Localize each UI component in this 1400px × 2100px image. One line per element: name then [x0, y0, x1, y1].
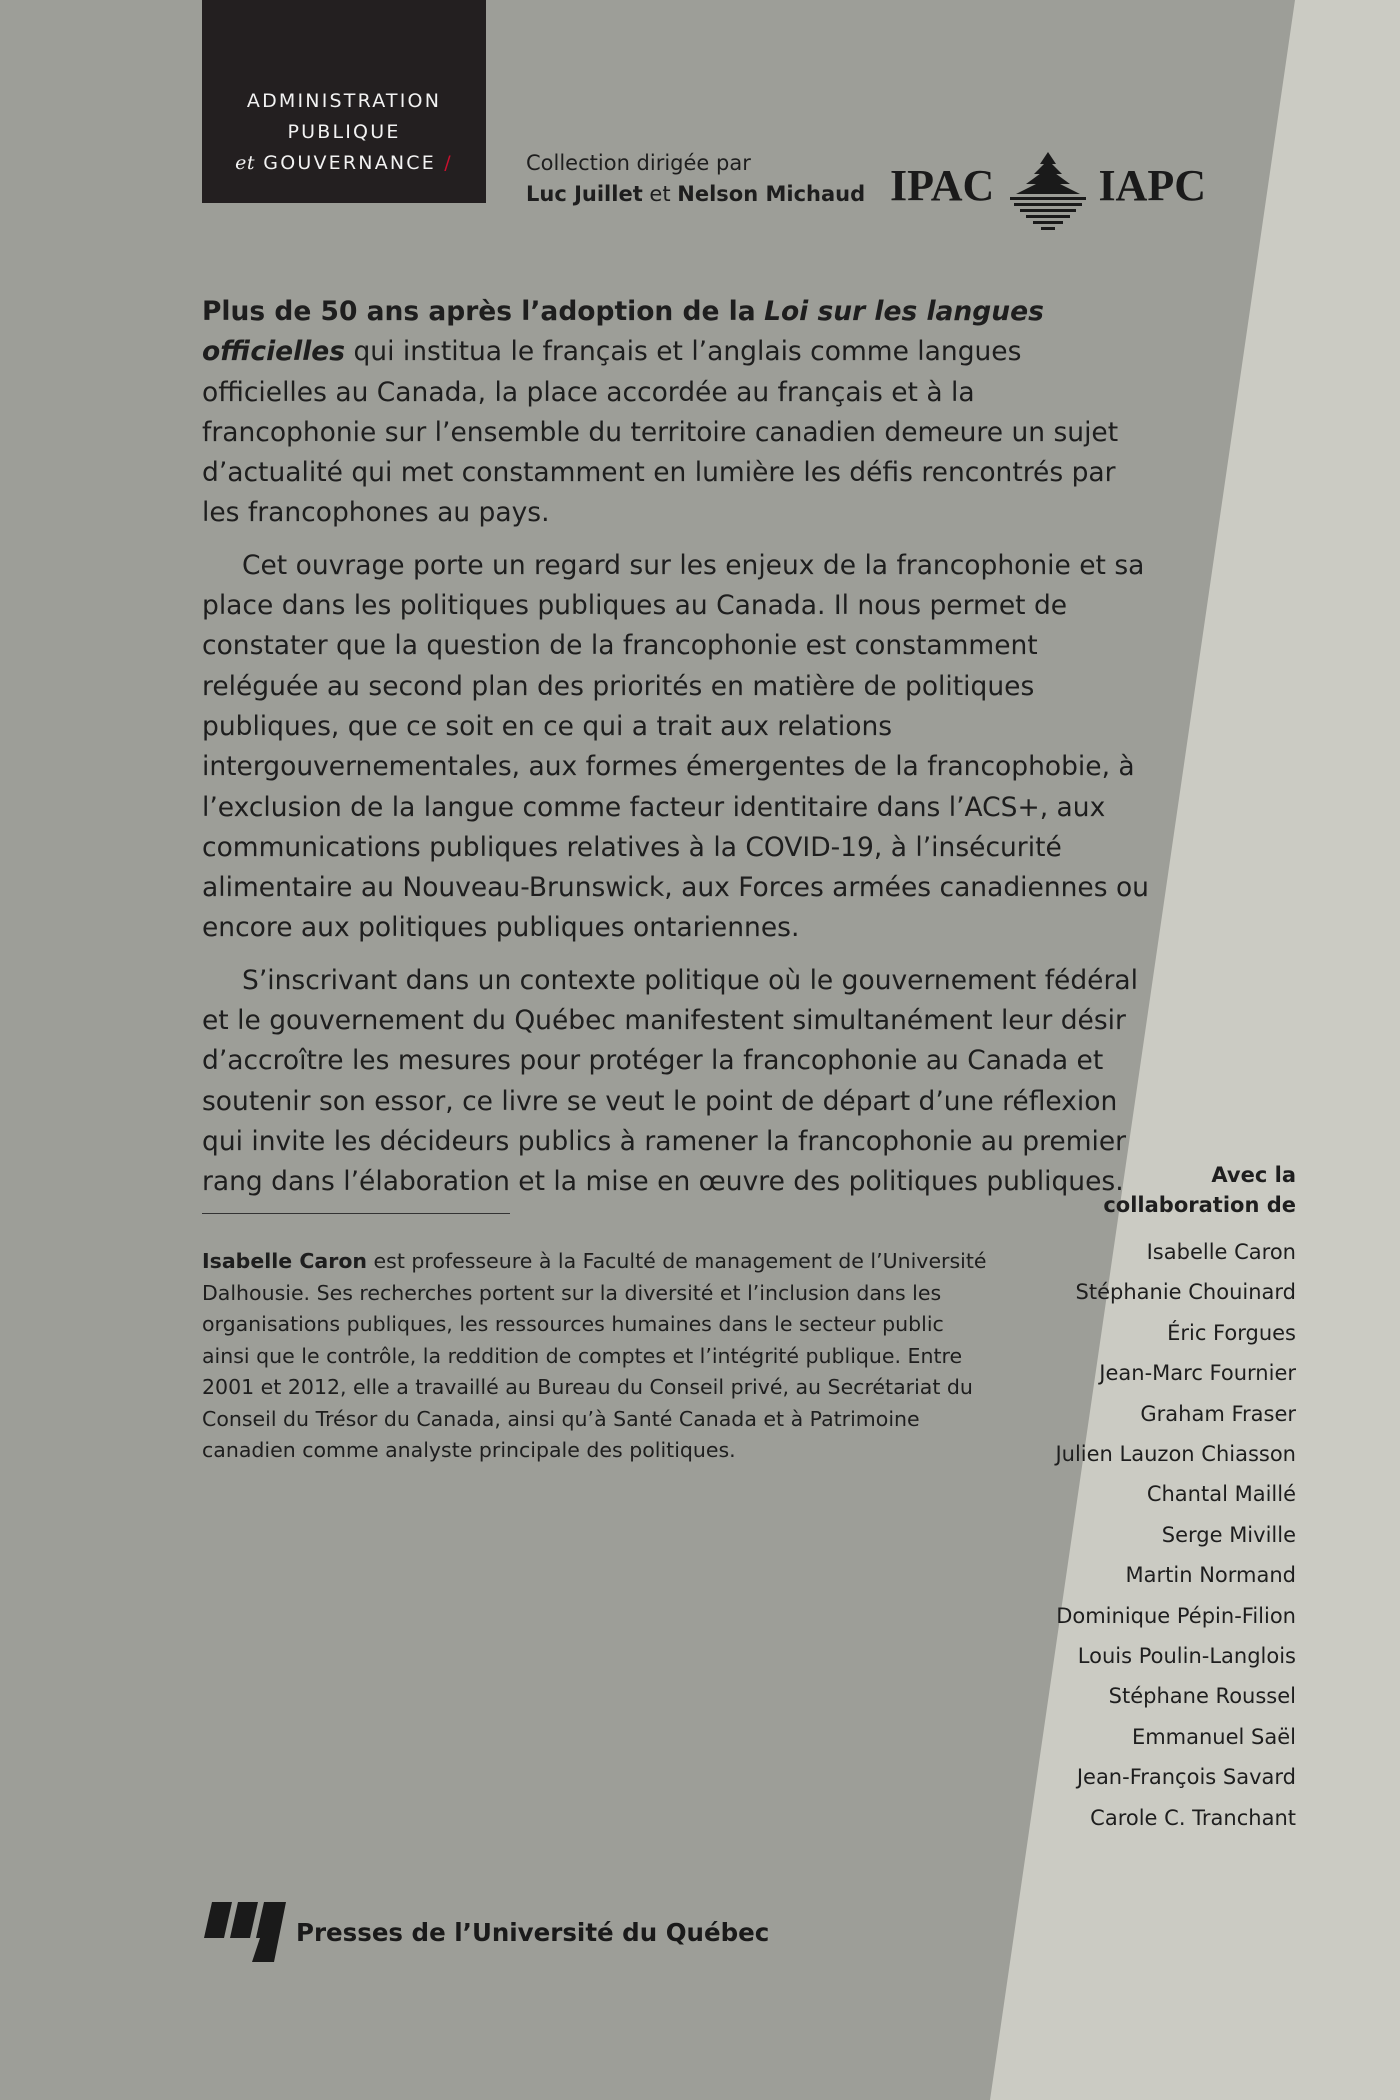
collaborator-name: Graham Fraser	[1140, 1401, 1296, 1426]
blurb-paragraph-1	[202, 292, 1152, 534]
series-slash: /	[444, 152, 453, 174]
series-gouvernance: GOUVERNANCE	[263, 152, 436, 174]
back-cover-blurb	[202, 292, 1152, 1215]
ipac-logo	[890, 148, 1206, 238]
collaborator-name: Julien Lauzon Chiasson	[1055, 1442, 1296, 1467]
pine-cone-emblem-icon	[1002, 150, 1094, 236]
blurb-p1-rest: qui institua le français et l’anglais comme langues officielles au Canada, la place accordée au français et à la francophonie sur l’ensemble du territoire canadien demeure un sujet d’actualité qui met constamment en lumière les défis rencontrés par les francophones au pays.	[202, 336, 1119, 529]
collaborator-name: Martin Normand	[1125, 1563, 1296, 1588]
director-1: Luc Juillet	[526, 182, 643, 206]
series-line-1: ADMINISTRATION	[246, 90, 442, 112]
blurb-paragraph-3: S’inscrivant dans un contexte politique où le gouvernement fédéral et le gouvernement du Québec manifestent simultanément leur désir d’accroître les mesures pour protéger la francophonie au Canada et soutenir son essor, ce livre se veut le point de départ d’une réflexion qui invite les décideurs publics à ramener la francophonie au premier rang dans l’élaboration et la mise en œuvre des politiques publiques.	[202, 964, 1138, 1198]
collaborator-name: Louis Poulin-Langlois	[1077, 1644, 1296, 1669]
blurb-paragraph-2: Cet ouvrage porte un regard sur les enjeux de la francophonie et sa place dans les politiques publiques au Canada. Il nous permet de constater que la question de la francophonie est constamment reléguée au second plan des priorités en matière de politiques publiques, que ce soit en ce qui a trait aux relations intergouvernementales, aux formes émergentes de la francophobie, à l’exclusion de la langue comme facteur identitaire dans l’ACS+, aux communications publiques relatives à la COVID-19, à l’insécurité alimentaire au Nouveau-Brunswick, aux Forces armées canadiennes ou encore aux politiques publiques ontariennes.	[202, 549, 1149, 944]
collection-label: Collection dirigée par	[526, 151, 751, 175]
collaborator-names	[876, 1232, 1296, 1838]
collection-credit	[526, 148, 865, 210]
collaborator-name: Isabelle Caron	[1146, 1240, 1296, 1264]
collaborator-name: Jean-François Savard	[1076, 1765, 1296, 1790]
series-title-box	[202, 0, 486, 203]
collaborator-name: Carole C. Tranchant	[1090, 1805, 1296, 1830]
collaborators-heading: Avec la collaboration de	[1103, 1163, 1296, 1217]
collaborator-name: Stéphane Roussel	[1108, 1684, 1296, 1709]
series-line-3	[202, 148, 486, 179]
author-bio-text: est professeure à la Faculté de management de l’Université Dalhousie. Ses recherches portent sur la diversité et l’inclusion dans les organisations publiques, les ressources humaines dans le secteur public ainsi que le contrôle, la reddition de comptes et l’intégrité publique. Entre 2001 et 2012, elle a travaillé au Bureau du Conseil privé, au Secrétariat du Conseil du Trésor du Canada, ainsi qu’à Santé Canada et à Patrimoine canadien comme analyste principale des politiques.	[202, 1249, 987, 1462]
publisher-logo	[202, 1900, 822, 1964]
collaborator-name: Dominique Pépin-Filion	[1056, 1603, 1296, 1628]
collaborators-list	[876, 1160, 1296, 1838]
series-line-2: PUBLIQUE	[287, 121, 401, 143]
puq-logo-icon	[202, 1900, 288, 1964]
director-2: Nelson Michaud	[677, 182, 866, 206]
iapc-logo-text: IAPC	[1098, 161, 1206, 210]
collaborator-name: Serge Miville	[1161, 1522, 1296, 1547]
collaborator-name: Emmanuel Saël	[1131, 1724, 1296, 1749]
blurb-lead: Plus de 50 ans après l’adoption de la	[202, 296, 756, 327]
collaborator-name: Jean-Marc Fournier	[1099, 1361, 1296, 1386]
author-divider	[202, 1213, 510, 1214]
author-bio	[202, 1246, 992, 1467]
directors-connector: et	[649, 182, 671, 206]
author-name: Isabelle Caron	[202, 1249, 368, 1273]
publisher-name: Presses de l’Université du Québec	[296, 1918, 770, 1947]
series-et: et	[235, 152, 256, 174]
collection-directors	[526, 179, 865, 210]
collaborator-name: Stéphanie Chouinard	[1075, 1280, 1296, 1305]
ipac-logo-text: IPAC	[890, 161, 995, 210]
collaborator-name: Chantal Maillé	[1146, 1482, 1296, 1507]
blurb-law-title: Loi sur les langues officielles	[202, 296, 1044, 368]
collaborator-name: Éric Forgues	[1167, 1320, 1296, 1345]
